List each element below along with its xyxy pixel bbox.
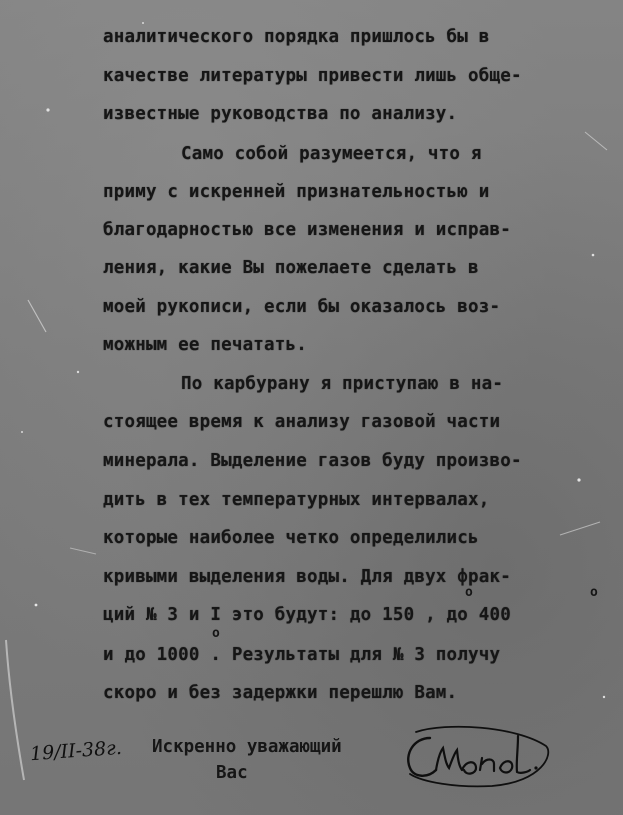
letter-line-3: известные руководства по анализу. [103, 104, 458, 124]
letter-line-10: По карбурану я приступаю в на- [181, 374, 504, 394]
degree-mark-1000: o [212, 626, 220, 641]
letter-line-16: ций № 3 и I это будут: до 150 , до 400 [103, 605, 511, 625]
letter-line-6: благодарностью все изменения и исправ- [103, 220, 511, 240]
letter-line-17: и до 1000 . Результаты для № 3 получу [103, 645, 501, 665]
letter-line-5: приму с искренней признательностью и [103, 182, 490, 202]
degree-mark-150: o [465, 585, 473, 600]
letter-line-18: скоро и без задержки перешлю Вам. [103, 683, 458, 703]
letter-line-14: которые наиболее четко определились [103, 528, 479, 548]
degree-mark-400: o [590, 585, 598, 600]
letter-line-1: аналитического порядка пришлось бы в [103, 27, 490, 47]
letter-line-11: стоящее время к анализу газовой части [103, 412, 501, 432]
closing-line-2: Вас [216, 763, 248, 783]
handwritten-signature [396, 724, 556, 790]
letter-line-9: можным ее печатать. [103, 335, 307, 355]
letter-line-7: ления, какие Вы пожелаете сделать в [103, 258, 479, 278]
letter-line-12: минерала. Выделение газов буду произво- [103, 451, 522, 471]
closing-line-1: Искренно уважающий [152, 737, 342, 757]
letter-line-2: качестве литературы привести лишь обще- [103, 66, 522, 86]
letter-line-4: Само собой разумеется, что я [181, 144, 482, 164]
letter-line-8: моей рукописи, если бы оказалось воз- [103, 297, 501, 317]
letter-line-15: кривыми выделения воды. Для двух фрак- [103, 567, 511, 587]
handwritten-date: 19/II-38г. [29, 736, 123, 766]
letter-line-13: дить в тех температурных интервалах, [103, 490, 490, 510]
